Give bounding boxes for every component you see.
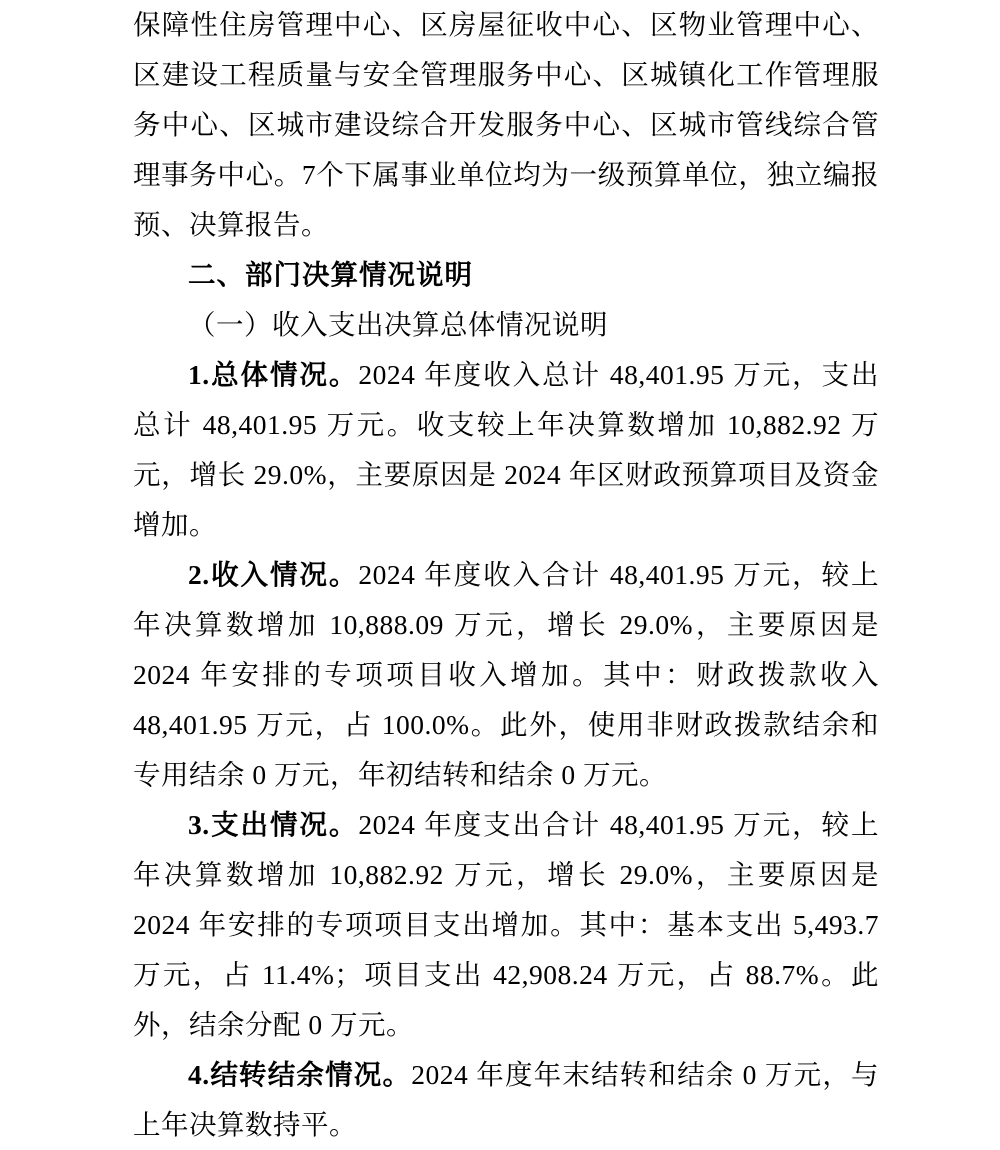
paragraph-overall-situation-lead: 1.总体情况。: [188, 359, 359, 390]
continuation-paragraph: 保障性住房管理中心、区房屋征收中心、区物业管理中心、区建设工程质量与安全管理服务中心、区城镇化工作管理服务中心、区城市建设综合开发服务中心、区城市管线综合管理事务中心。7个下属事业单位均为一级预算单位，独立编报预、决算报告。: [133, 9, 879, 240]
paragraph-carryover-situation-body: 2024 年度年末结转和结余 0 万元，与上年决算数持平。: [133, 1059, 880, 1140]
paragraph-expenditure-situation: [133, 800, 879, 1050]
paragraph-income-situation: [133, 550, 879, 800]
section-heading: 二、部门决算情况说明: [188, 259, 473, 290]
paragraph-carryover-situation-lead: 4.结转结余情况。: [188, 1059, 412, 1090]
paragraph-expenditure-situation-body: 2024 年度支出合计 48,401.95 万元，较上年决算数增加 10,882.92 万元，增长 29.0%，主要原因是 2024 年安排的专项项目支出增加。其中：基本支出 5,493.7 万元，占 11.4%；项目支出 42,908.24 万元，占 88.7%。此外，结余分配 0 万元。: [133, 809, 880, 1040]
document-text-block: [133, 0, 879, 1150]
paragraph-carryover-situation: [133, 1050, 879, 1150]
subsection-heading: （一）收入支出决算总体情况说明: [188, 309, 608, 340]
paragraph-expenditure-situation-lead: 3.支出情况。: [188, 809, 359, 840]
paragraph-overall-situation: [133, 350, 879, 550]
paragraph-income-situation-lead: 2.收入情况。: [188, 559, 359, 590]
paragraph-income-situation-body: 2024 年度收入合计 48,401.95 万元，较上年决算数增加 10,888.09 万元，增长 29.0%，主要原因是 2024 年安排的专项项目收入增加。其中：财政拨款收入 48,401.95 万元，占 100.0%。此外，使用非财政拨款结余和专用结余 0 万元，年初结转和结余 0 万元。: [133, 559, 880, 790]
paragraph-overall-situation-body: 2024 年度收入总计 48,401.95 万元，支出总计 48,401.95 万元。收支较上年决算数增加 10,882.92 万元，增长 29.0%，主要原因是 2024 年区财政预算项目及资金增加。: [133, 359, 880, 540]
